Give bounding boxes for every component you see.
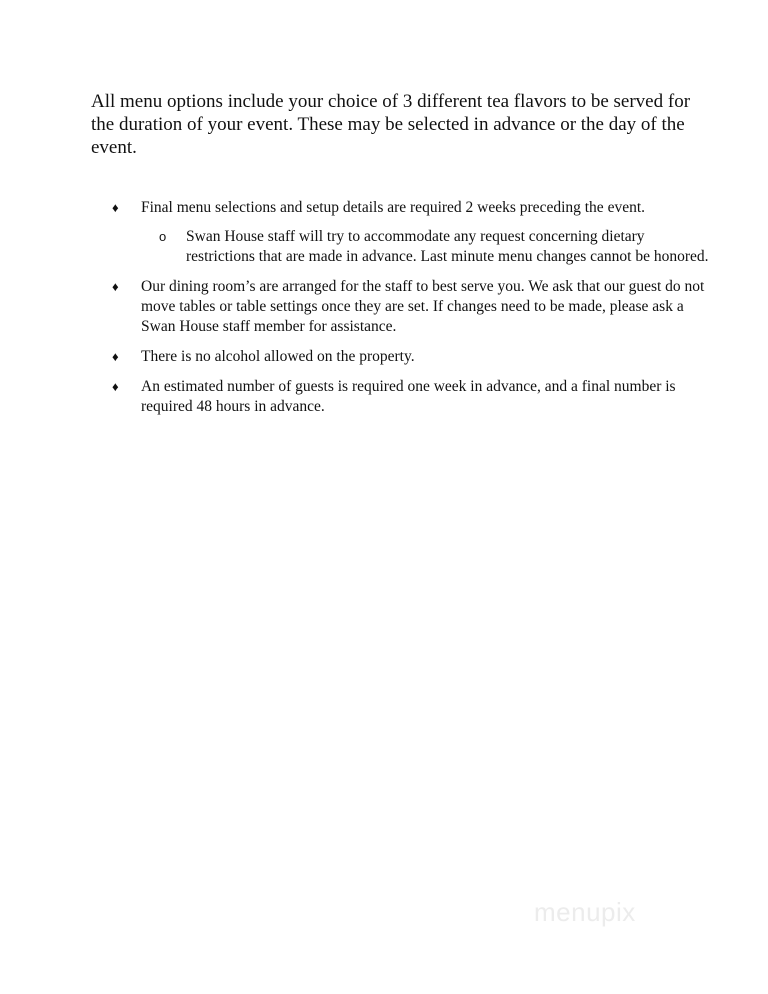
list-item-text: An estimated number of guests is required one week in advance, and a final number is required 48 hours in advance. xyxy=(141,378,676,415)
list-item-text: There is no alcohol allowed on the property. xyxy=(141,348,415,365)
list-item xyxy=(112,277,712,337)
sub-list-item-text: Swan House staff will try to accommodate any request concerning dietary restrictions that are made in advance. Last minute menu changes cannot be honored. xyxy=(186,228,709,265)
diamond-bullet-icon: ♦ xyxy=(112,349,119,364)
list-item xyxy=(112,347,712,367)
sub-list-item xyxy=(141,227,712,267)
list-item xyxy=(112,377,712,417)
list-item-text: Our dining room’s are arranged for the staff to best serve you. We ask that our guest do not move tables or table settings once they are set. If changes need to be made, please ask a Swan House staff member for assistance. xyxy=(141,278,705,335)
circle-bullet-icon: o xyxy=(159,229,167,244)
watermark-logo: menupix xyxy=(534,897,636,927)
intro-paragraph: All menu options include your choice of 3 different tea flavors to be served for the duration of your event. These may be selected in advance or the day of the event. xyxy=(91,91,691,158)
diamond-bullet-icon: ♦ xyxy=(112,200,119,215)
list-item xyxy=(112,198,712,267)
policy-list xyxy=(112,198,712,427)
diamond-bullet-icon: ♦ xyxy=(112,279,119,294)
list-item-text: Final menu selections and setup details are required 2 weeks preceding the event. xyxy=(141,199,646,216)
diamond-bullet-icon: ♦ xyxy=(112,379,119,394)
sub-list xyxy=(141,227,712,267)
